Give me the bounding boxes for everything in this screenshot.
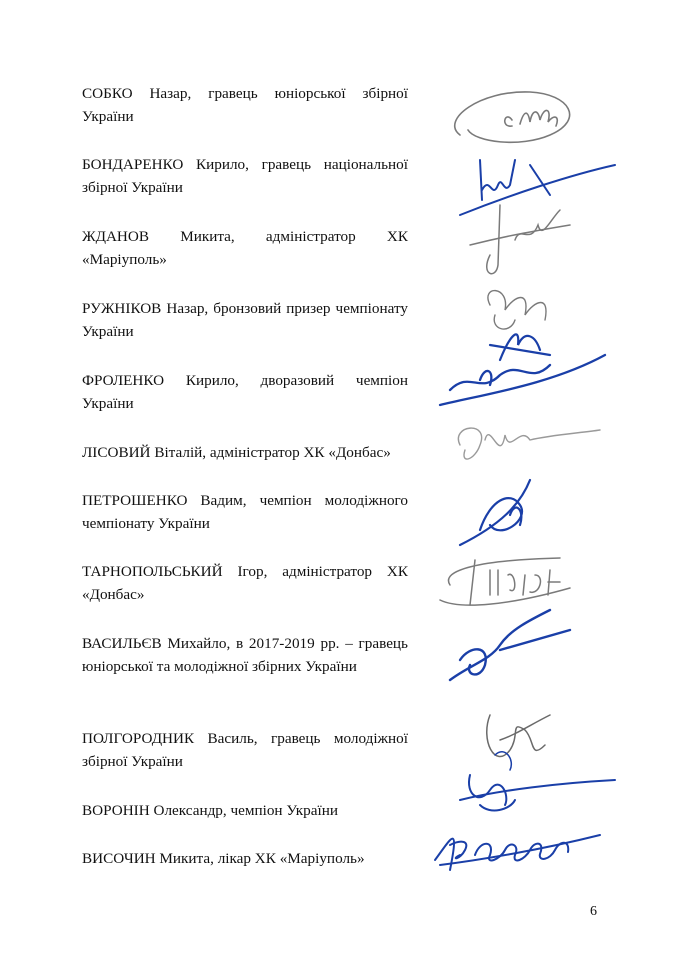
signatory-entry: ЛІСОВИЙ Віталій, адміністратор ХК «Донбас» xyxy=(82,444,391,461)
signatory-entry: РУЖНІКОВ Назар, бронзовий призер чемпіонату України xyxy=(82,300,408,340)
signatory-entry: ПОЛГОРОДНИК Василь, гравець молодіжної збірної України xyxy=(82,730,408,770)
signatory-entry: ВОРОНІН Олександр, чемпіон України xyxy=(82,802,338,819)
signatory-entry: ФРОЛЕНКО Кирило, дворазовий чемпіон України xyxy=(82,372,408,412)
signatory-entry: ТАРНОПОЛЬСЬКИЙ Ігор, адміністратор ХК «Донбас» xyxy=(82,563,408,603)
signatory-entry: ПЕТРОШЕНКО Вадим, чемпіон молодіжного чемпіонату України xyxy=(82,492,408,532)
signatory-entry: БОНДАРЕНКО Кирило, гравець національної збірної України xyxy=(82,156,408,196)
signatory-entry: ВИСОЧИН Микита, лікар ХК «Маріуполь» xyxy=(82,850,365,867)
signatory-entry: ЖДАНОВ Микита, адміністратор ХК «Маріуполь» xyxy=(82,228,408,268)
signature-image-zhdanov xyxy=(420,195,620,285)
signatory-entry: ВАСИЛЬЄВ Михайло, в 2017-2019 рр. – гравець юніорської та молодіжної збірних України xyxy=(82,635,408,675)
page-number: 6 xyxy=(590,904,597,919)
signature-image-vysochyn xyxy=(420,810,620,900)
signatory-entry: СОБКО Назар, гравець юніорської збірної України xyxy=(82,85,408,125)
signature-image-vasyliev xyxy=(420,605,620,695)
